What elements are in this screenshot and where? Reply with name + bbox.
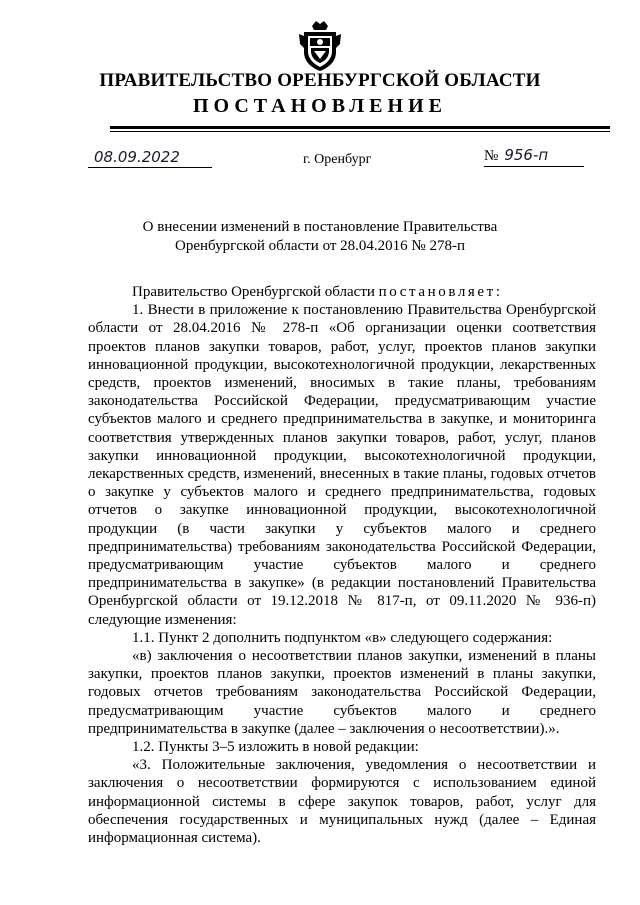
- document-city: г. Оренбург: [303, 152, 372, 167]
- document-number: [484, 146, 584, 167]
- subject-line-1: О внесении изменений в постановление Правительства: [142, 219, 498, 235]
- paragraph-1-2-quote: «3. Положительные заключения, уведомления о несоответствии и заключения о несоответствии формируются с использованием единой информационной системы в сфере закупок товаров, работ, услуг для обеспечения государственных и муниципальных нужд (далее – Единая информационная система).: [88, 757, 596, 847]
- number-sign: №: [484, 148, 499, 164]
- paragraph-1: 1. Внести в приложение к постановлению Правительства Оренбургской области от 28.04.2016 № 278-п «Об организации оценки соответствия проектов планов закупки товаров, работ, услуг, проектов планов закупки инновационной продукции, высокотехнологичной продукции, лекарственных средств, проектов изменений, вносимых в такие планы, требованиям законодательства Российской Федерации, предусматривающим участие субъектов малого и среднего предпринимательства в закупке, и мониторинга соответствия утвержденных планов закупки товаров, работ, услуг, планов закупки инновационной продукции, высокотехнологичной продукции, лекарственных средств, изменений, внесенных в такие планы, годовых отчетов о закупке у субъектов малого и среднего предпринимательства, годовых отчетов о закупке инновационной продукции, высокотехнологичной продукции (в части закупки у субъектов малого и среднего предпринимательства) требованиям законодательства Российской Федерации, предусматривающим участие субъектов малого и среднего предпринимательства в закупке» (в редакции постановлений Правительства Оренбургской области от 19.12.2018 № 817-п, от 09.11.2020 № 936-п) следующие изменения:: [88, 302, 596, 628]
- government-title: ПРАВИТЕЛЬСТВО ОРЕНБУРГСКОЙ ОБЛАСТИ: [99, 70, 541, 91]
- document-subject: [120, 218, 520, 256]
- paragraph-1-1-quote: «в) заключения о несоответствии планов закупки, изменений в планы закупки, проектов планов закупки, проектов изменений в планы закупки, годовых отчетов требованиям законодательства Российской Федерации, предусматривающим участие субъектов малого и среднего предпринимательства в закупке (далее – заключения о несоответствии).».: [88, 648, 596, 737]
- header-divider-thin: [110, 131, 610, 132]
- document-body: [88, 283, 596, 847]
- intro-lead: Правительство Оренбургской области: [132, 284, 379, 300]
- intro-paragraph: [88, 283, 596, 301]
- header-divider-thick: [110, 126, 610, 129]
- paragraph-1-2: 1.2. Пункты 3–5 изложить в новой редакции:: [132, 739, 419, 756]
- document-date: 08.09.2022: [88, 148, 212, 168]
- coat-of-arms-icon: [298, 18, 342, 72]
- paragraph-1-1: 1.1. Пункт 2 дополнить подпунктом «в» следующего содержания:: [132, 629, 553, 646]
- number-value: 956-п: [504, 146, 549, 164]
- subject-line-2: Оренбургской области от 28.04.2016 № 278-п: [174, 238, 466, 254]
- document-type-title: ПОСТАНОВЛЕНИЕ: [193, 95, 447, 117]
- intro-decree-word: постановляет:: [378, 284, 503, 300]
